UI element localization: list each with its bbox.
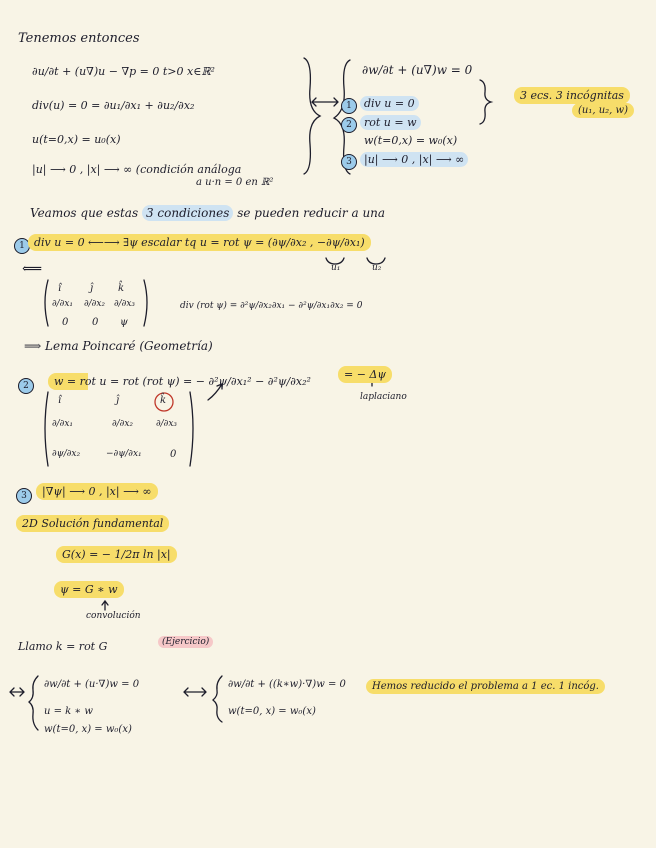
side-note-line1-text: 3 ecs. 3 incógnitas (514, 87, 630, 104)
badge-1: 1 (341, 98, 357, 114)
fund-G-text: G(x) = − 1/2π ln |x| (56, 546, 177, 563)
right-eq-div (360, 98, 419, 109)
ejercicio-tag (158, 638, 213, 647)
m1-r1-c2: ĵ (90, 283, 94, 294)
m1-r1-c1: î (58, 283, 62, 294)
step2-result (338, 369, 392, 380)
badge-3: 3 (341, 154, 357, 170)
right-eq-boundary (360, 154, 468, 165)
left-eq-initial: u(t=0,x) = u₀(x) (32, 133, 121, 146)
veamos-highlight: 3 condiciones (142, 205, 233, 221)
step1-under-u2: u₂ (372, 263, 382, 273)
fund-title-text: 2D Solución fundamental (16, 515, 169, 532)
fund-psi-text: ψ = G ∗ w (54, 581, 124, 598)
m1-r3-c3: ψ (120, 317, 128, 328)
m2-r2-c3: ∂/∂x₃ (156, 419, 178, 429)
final-rhs-1: ∂w/∂t + ((k∗w)·∇)w = 0 (228, 679, 346, 690)
step2-statement (48, 376, 317, 387)
step1-badge: 1 (14, 238, 30, 254)
right-eq-initial: w(t=0,x) = w₀(x) (364, 134, 458, 147)
fund-title (16, 518, 169, 529)
poincare-lemma: ⟹ Lema Poincaré (Geometría) (24, 339, 213, 353)
final-conclusion-text: Hemos reducido el problema a 1 ec. 1 incóg. (366, 679, 605, 694)
step3-badge: 3 (16, 488, 32, 504)
left-eq-momentum: ∂u/∂t + (u∇)u − ∇p = 0 t>0 x∈ℝ² (32, 65, 215, 78)
left-eq-div: div(u) = 0 = ∂u₁/∂x₁ + ∂u₂/∂x₂ (32, 99, 195, 112)
step1-statement (28, 237, 371, 248)
veamos-line (30, 207, 385, 219)
right-eq-rot (360, 117, 421, 128)
conv-label: convolución (86, 611, 141, 621)
right-eq-rot-text: rot u = w (360, 115, 421, 130)
m2-r1-c3: k̂ (160, 395, 167, 406)
veamos-post: se pueden reducir a una (237, 206, 386, 220)
left-eq-boundary: |u| ⟶ 0 , |x| ⟶ ∞ (condición análoga (32, 163, 242, 176)
step3-statement (36, 486, 158, 497)
left-eq-boundary-note: a u·n = 0 en ℝ² (196, 177, 274, 188)
m1-r3-c2: 0 (92, 317, 99, 328)
side-note-line1 (514, 90, 630, 101)
laplacian-label: laplaciano (360, 392, 407, 402)
step2-result-text: = − Δψ (338, 366, 392, 383)
m2-r1-c2: ĵ (116, 395, 120, 406)
heading: Tenemos entonces (18, 31, 140, 46)
side-note-line2-text: (u₁, u₂, w) (572, 103, 634, 118)
final-rhs-2: w(t=0, x) = w₀(x) (228, 706, 316, 717)
step1-implies-arrow: ⟸ (22, 261, 43, 277)
m2-r2-c1: ∂/∂x₁ (52, 419, 74, 429)
badge-2: 2 (341, 117, 357, 133)
right-eq-vorticity: ∂w/∂t + (u∇)w = 0 (362, 63, 473, 77)
final-lhs-1: ∂w/∂t + (u·∇)w = 0 (44, 679, 140, 690)
m1-r2-c1: ∂/∂x₁ (52, 299, 74, 309)
right-eq-div-text: div u = 0 (360, 96, 419, 111)
m2-r3-c3: 0 (170, 449, 177, 460)
step2-statement-text: w = rot u = rot (rot ψ) = − ∂²ψ/∂x₁² − ∂²ψ/∂x₂² (48, 373, 317, 390)
m2-r2-c2: ∂/∂x₂ (112, 419, 134, 429)
fund-G (56, 549, 177, 560)
m2-r3-c2: −∂ψ/∂x₁ (106, 449, 142, 459)
final-lhs-2: u = k ∗ w (44, 706, 93, 717)
step1-statement-text: div u = 0 ⟵⟶ ∃ψ escalar tq u = rot ψ = (∂ψ/∂x₂ , −∂ψ/∂x₁) (28, 234, 371, 251)
m1-r2-c3: ∂/∂x₃ (114, 299, 136, 309)
llamo-line: Llamo k = rot G (18, 640, 108, 653)
m1-r2-c2: ∂/∂x₂ (84, 299, 106, 309)
m1-r3-c1: 0 (62, 317, 69, 328)
step3-statement-text: |∇ψ| ⟶ 0 , |x| ⟶ ∞ (36, 483, 158, 500)
veamos-pre: Veamos que estas (30, 206, 139, 220)
final-lhs-3: w(t=0, x) = w₀(x) (44, 724, 132, 735)
m1-r1-c3: k̂ (118, 283, 125, 294)
fund-psi (54, 584, 124, 595)
step1-under-u1: u₁ (331, 263, 341, 273)
div-rot-identity: div (rot ψ) = ∂²ψ/∂x₂∂x₁ − ∂²ψ/∂x₁∂x₂ = 0 (180, 301, 363, 311)
ejercicio-tag-text: (Ejercicio) (158, 636, 213, 648)
side-note-line2 (572, 106, 634, 116)
step2-badge: 2 (18, 378, 34, 394)
m2-r1-c1: î (58, 395, 62, 406)
final-conclusion (366, 682, 605, 692)
right-eq-boundary-text: |u| ⟶ 0 , |x| ⟶ ∞ (360, 152, 468, 167)
m2-r3-c1: ∂ψ/∂x₂ (52, 449, 81, 459)
